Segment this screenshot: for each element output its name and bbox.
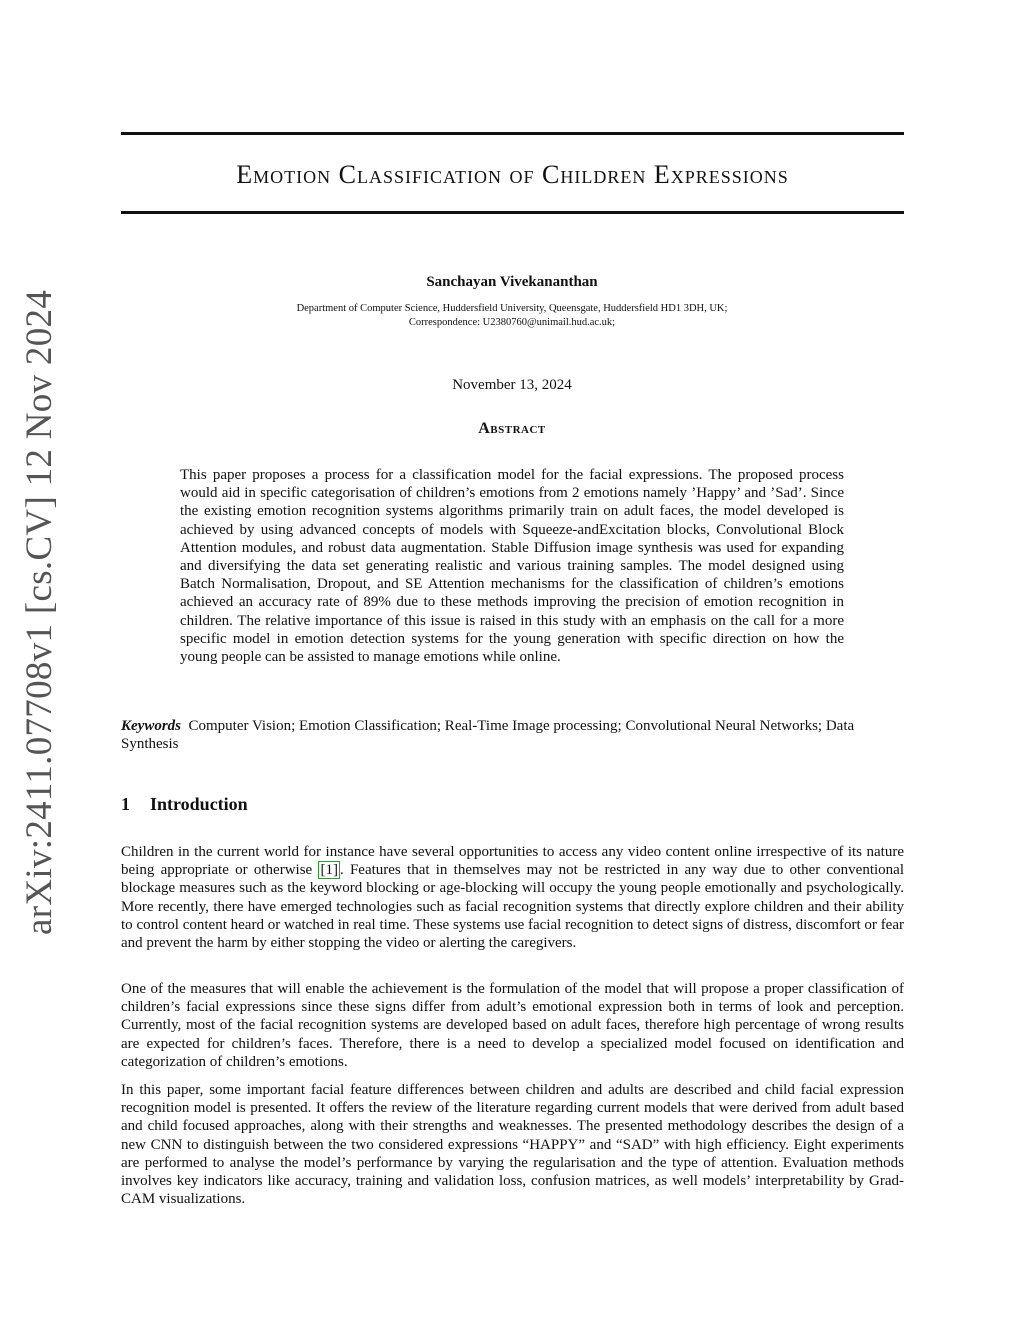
author-correspondence: Correspondence: U2380760@unimail.hud.ac.uk; xyxy=(408,317,616,328)
author-name: Sanchayan Vivekananthan xyxy=(426,274,598,290)
intro-paragraph-2: One of the measures that will enable the achievement is the formulation of the model that will propose a proper classification of children’s facial expressions since these signs differ from adult’s emotional expression both in terms of look and perception. Currently, most of the facial recognition systems are developed based on adult faces, therefore high percentage of wrong results are expected for children’s faces. Therefore, there is a need to develop a specialized model focused on identification and categorization of children’s emotions. xyxy=(121,981,904,1070)
abstract-text: This paper proposes a process for a classification model for the facial expressions. The proposed process would aid in specific categorisation of children’s emotions from 2 emotions namely ’Happy’ and ’Sad’. Since the existing emotion recognition systems algorithms primarily train on adult faces, the model developed is achieved by using advanced concepts of models with Squeeze-andExcitation blocks, Convolutional Block Attention modules, and robust data augmentation. Stable Diffusion image synthesis was used for expanding and diversifying the data set generating realistic and various training samples. The model designed using Batch Normalisation, Dropout, and SE Attention mechanisms for the classification of children’s emotions achieved an accuracy rate of 89% due to these methods improving the precision of emotion recognition in children. The relative importance of this issue is raised in this study with an emphasis on the call for a more specific model in emotion detection systems for the young generation with specific direction on how the young people can be assisted to manage emotions while online. xyxy=(180,467,844,666)
intro-paragraph-1 xyxy=(121,843,904,952)
paper-title: Emotion Classification of Children Expressions xyxy=(236,160,789,189)
keywords-label: Keywords xyxy=(121,718,181,734)
arxiv-identifier-stamp: arXiv:2411.07708v1 [cs.CV] 12 Nov 2024 xyxy=(19,289,60,935)
abstract-heading: Abstract xyxy=(478,420,546,437)
section-heading-introduction xyxy=(121,794,248,815)
citation-link[interactable]: [1] xyxy=(320,862,338,879)
title-rule-bottom xyxy=(121,211,904,214)
keywords-text: Computer Vision; Emotion Classification; Real-Time Image processing; Convolutional Neural Networks; Data Synthesis xyxy=(121,718,855,753)
paragraph-text: Children in the current world for instance have several opportunities to access any video content online irrespective of its nature being appropriate or otherwise xyxy=(121,844,904,879)
title-rule-top xyxy=(121,132,904,135)
author-affiliation: Department of Computer Science, Huddersfield University, Queensgate, Huddersfield HD1 3DH, UK; xyxy=(296,303,728,314)
section-title: Introduction xyxy=(150,794,248,814)
section-number: 1 xyxy=(121,794,130,814)
paper-date: November 13, 2024 xyxy=(452,377,572,393)
keywords xyxy=(121,717,906,753)
paragraph-text: . Features that in themselves may not be restricted in any way due to other conventional blockage measures such as the keyword blocking or age-blocking will occupy the young people emotionally and psychologically. More recently, there have emerged technologies such as facial recognition systems that directly explore children and their ability to control content heard or watched in real time. These systems use facial recognition to detect signs of distress, discomfort or fear and prevent the harm by either stopping the video or alerting the caregivers. xyxy=(121,862,904,952)
intro-paragraph-3: In this paper, some important facial feature differences between children and adults are described and child facial expression recognition model is presented. It offers the review of the literature regarding current models that were derived from adult based and child focused approaches, along with their strengths and weaknesses. The presented methodology describes the design of a new CNN to distinguish between the two considered expressions “HAPPY” and “SAD” with high efficiency. Eight experiments are performed to analyse the model’s performance by varying the regularisation and the type of attention. Evaluation methods involves key indicators like accuracy, training and validation loss, confusion matrices, as well models’ interpretability by Grad-CAM visualizations. xyxy=(121,1082,904,1208)
